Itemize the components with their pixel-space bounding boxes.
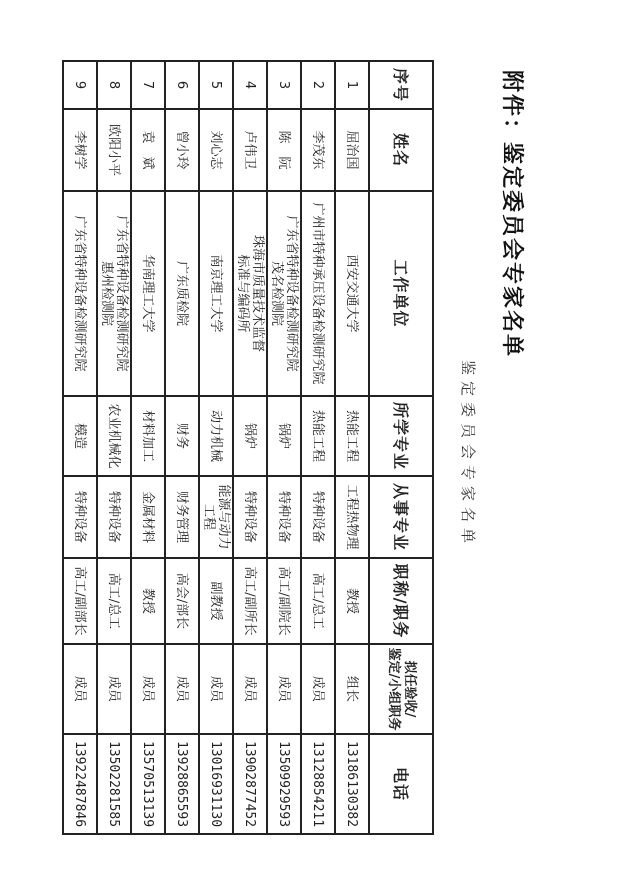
row-major: 锅炉	[233, 396, 267, 476]
row-phone: 13509929593	[267, 734, 301, 834]
row-phone: 13570513139	[131, 734, 165, 834]
table-row	[233, 61, 267, 834]
row-field: 工程热物理	[335, 476, 369, 558]
row-major: 农业机械化	[97, 396, 131, 476]
row-role: 组长	[335, 644, 369, 734]
header-major: 所学专业	[369, 396, 433, 476]
row-major: 财务	[165, 396, 199, 476]
row-name: 曾小玲	[165, 109, 199, 191]
row-org	[335, 191, 369, 396]
row-org-line1: 南京理工大学	[208, 254, 224, 333]
row-major: 锅炉	[267, 396, 301, 476]
header-name: 姓名	[369, 109, 433, 191]
row-org	[165, 191, 199, 396]
row-org-line1: 西安交通大学	[344, 254, 360, 333]
row-role: 成员	[301, 644, 335, 734]
row-phone: 13128854211	[301, 734, 335, 834]
row-org-line2: 茂名检测院	[269, 260, 284, 326]
row-name: 刘心志	[199, 109, 233, 191]
table-row	[131, 61, 165, 834]
row-phone: 13928865593	[165, 734, 199, 834]
row-major: 热能工程	[335, 396, 369, 476]
table-row	[165, 61, 199, 834]
handwritten-subtitle: 鉴定委员会专家名单	[459, 360, 477, 550]
row-phone: 13902877452	[233, 734, 267, 834]
header-role-line2: 鉴定/小组职务	[386, 647, 401, 731]
row-org	[131, 191, 165, 396]
row-name: 李茂东	[301, 109, 335, 191]
header-title: 职称/职务	[369, 558, 433, 644]
header-field: 从事专业	[369, 476, 433, 558]
row-phone: 13502281585	[97, 734, 131, 834]
row-title: 高工/总工	[301, 558, 335, 644]
table-row	[267, 61, 301, 834]
row-org	[97, 191, 131, 396]
row-index: 8	[97, 61, 131, 109]
row-index: 2	[301, 61, 335, 109]
row-org-line1: 广东省特种设备检测研究院	[114, 215, 129, 372]
row-title: 教授	[131, 558, 165, 644]
row-index: 4	[233, 61, 267, 109]
row-major: 模造	[63, 396, 97, 476]
attachment-heading: 附件：鉴定委员会专家名单	[499, 70, 524, 359]
row-index: 1	[335, 61, 369, 109]
row-title: 高工/副院长	[267, 558, 301, 644]
row-field: 财务管理	[165, 476, 199, 558]
row-name: 李树学	[63, 109, 97, 191]
table-row	[335, 61, 369, 834]
row-org	[199, 191, 233, 396]
table-row	[199, 61, 233, 834]
row-org	[301, 191, 335, 396]
row-role: 成员	[233, 644, 267, 734]
row-field: 特种设备	[267, 476, 301, 558]
row-title: 高工/总工	[97, 558, 131, 644]
row-org	[233, 191, 267, 396]
row-name: 欧阳小平	[97, 109, 131, 191]
row-title: 高工/副所长	[233, 558, 267, 644]
row-phone: 13016931130	[199, 734, 233, 834]
row-index: 7	[131, 61, 165, 109]
row-field: 能源与动力工程	[199, 476, 233, 558]
row-title: 教授	[335, 558, 369, 644]
row-field: 特种设备	[301, 476, 335, 558]
row-role: 成员	[131, 644, 165, 734]
header-role	[369, 644, 433, 734]
row-org	[63, 191, 97, 396]
row-org-line1: 珠海市质量技术监督	[250, 234, 265, 352]
row-name: 屈治国	[335, 109, 369, 191]
table-header-row	[369, 61, 433, 834]
row-org-line1: 广东省特种设备检测研究院	[284, 215, 299, 372]
table-row	[63, 61, 97, 834]
row-org-line2: 惠州检测院	[99, 260, 114, 326]
row-org-line2: 标准与编码所	[235, 254, 250, 333]
row-role: 成员	[267, 644, 301, 734]
header-index: 序号	[369, 61, 433, 109]
row-index: 5	[199, 61, 233, 109]
row-index: 9	[63, 61, 97, 109]
row-field: 金属材料	[131, 476, 165, 558]
row-org-line1: 广东质检院	[174, 260, 190, 326]
table-row	[301, 61, 335, 834]
row-field: 特种设备	[233, 476, 267, 558]
row-phone: 13186130382	[335, 734, 369, 834]
row-role: 成员	[165, 644, 199, 734]
row-major: 动力机械	[199, 396, 233, 476]
row-phone: 13922487846	[63, 734, 97, 834]
row-index: 3	[267, 61, 301, 109]
row-name: 袁 斌	[131, 109, 165, 191]
row-major: 材料加工	[131, 396, 165, 476]
row-org-line1: 广州市特种承压设备检测研究院	[310, 202, 326, 385]
row-org	[267, 191, 301, 396]
row-title: 高会/部长	[165, 558, 199, 644]
table-row	[97, 61, 131, 834]
row-org-line1: 广东省特种设备检测研究院	[72, 215, 88, 372]
expert-table	[62, 60, 434, 835]
row-major: 热能工程	[301, 396, 335, 476]
header-phone: 电话	[369, 734, 433, 834]
row-field: 特种设备	[97, 476, 131, 558]
row-name: 陈 阮	[267, 109, 301, 191]
row-index: 6	[165, 61, 199, 109]
row-role: 成员	[199, 644, 233, 734]
row-role: 成员	[97, 644, 131, 734]
row-org-line1: 华南理工大学	[140, 254, 156, 333]
row-field: 特种设备	[63, 476, 97, 558]
row-role: 成员	[63, 644, 97, 734]
header-role-line1: 拟任验收/	[402, 660, 417, 718]
row-title: 副教授	[199, 558, 233, 644]
row-name: 卢伟卫	[233, 109, 267, 191]
header-org: 工作单位	[369, 191, 433, 396]
row-title: 高工/副部长	[63, 558, 97, 644]
